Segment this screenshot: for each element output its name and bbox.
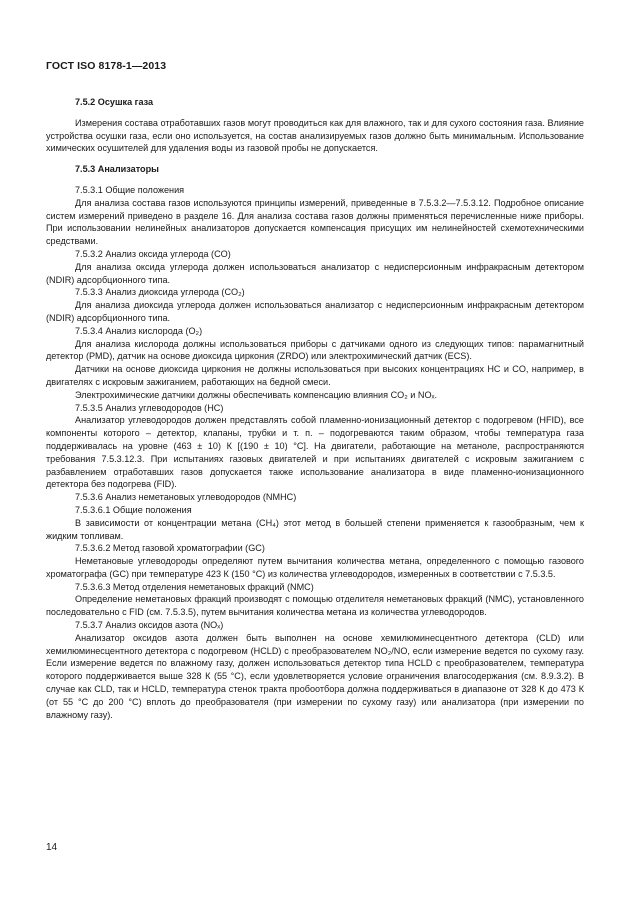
paragraph: 7.5.3.3 Анализ диоксида углерода (CO₂) bbox=[75, 287, 245, 298]
paragraph: Датчики на основе диоксида циркония не должны использоваться при высоких концентрациях HC и CO, например, в двигателях с искровым зажиганием, работающих на бедной смеси. bbox=[46, 364, 584, 387]
paragraph: 7.5.3.6.3 Метод отделения неметановых фракций (NMC) bbox=[75, 581, 314, 592]
paragraph: 7.5.3.2 Анализ оксида углерода (CO) bbox=[75, 248, 231, 259]
paragraph: Для анализа кислорода должны использоваться приборы с датчиками одного из следующих типов: парамагнитный детектор (PMD), датчик на основе диоксида циркония (ZRDO) или электрохимический датчик (ECS). bbox=[46, 338, 584, 362]
document-body bbox=[46, 88, 584, 721]
paragraph: Определение неметановых фракций производят с помощью отделителя неметановых фракций (NMC), установленного последовательно с FID (см. 7.5.3.5), путем вычитания количества метана из количества углеводородов. bbox=[46, 594, 584, 618]
paragraph: Для анализа оксида углерода должен использоваться анализатор с недисперсионным инфракрасным детектором (NDIR) адсорбционного типа. bbox=[46, 261, 584, 285]
paragraph: 7.5.3.6.1 Общие положения bbox=[75, 504, 192, 515]
paragraph: Анализатор углеводородов должен представлять собой пламенно-ионизационный детектор с подогревом (HFID), все компоненты которого – детектор, клапаны, трубки и т. п. – подогреваются таким образом, чтобы температура газа поддерживалась на уровне (463 ± 10) К [(190 ± 10) °C]. На двигатели, работающие на метаноле, распространяются требования 7.5.3.12.3. При испытаниях газовых двигателей и при испытаниях двигателей с искровым зажиганием с разбавлением отработавших газов допускается также использование анализатора в виде пламенно-ионизационного детектора без подогрева (FID). bbox=[46, 415, 584, 490]
paragraph: Электрохимические датчики должны обеспечивать компенсацию влияния CO₂ и NOₓ. bbox=[75, 389, 438, 400]
paragraph: 7.5.3.4 Анализ кислорода (O₂) bbox=[75, 325, 203, 336]
paragraph: Для анализа диоксида углерода должен использоваться анализатор с недисперсионным инфракрасным детектором (NDIR) адсорбционного типа. bbox=[46, 300, 584, 323]
page-number: 14 bbox=[46, 842, 58, 853]
paragraph: Неметановые углеводороды определяют путем вычитания количества метана, определенного с помощью газового хроматографа (GC) при температуре 423 К (150 °C) из количества углеводородов, измеренных в соответствии с 7.5.3.5. bbox=[46, 556, 584, 579]
paragraph: 7.5.3.1 Общие положения bbox=[75, 184, 185, 195]
section-heading: 7.5.3 Анализаторы bbox=[75, 164, 159, 175]
paragraph: 7.5.3.6.2 Метод газовой хроматографии (GC) bbox=[75, 543, 265, 554]
paragraph: Измерения состава отработавших газов могут проводиться как для влажного, так и для сухого состояния газа. Влияние устройства осушки газа, если оно используется, на состав анализируемых газов должно быть минимальным. Использование химических осушителей для удаления воды из газовой пробы не допускается. bbox=[46, 117, 584, 154]
paragraph: Анализатор оксидов азота должен быть выполнен на основе хемилюминесцентного детектора (CLD) или хемилюминесцентного детектора с подогревом (HCLD) с преобразователем NO₂/NO, если измерение ведется по сухому газу. Если измерение ведется по влажному газу, должен использоваться детектор типа HCLD с преобразователем, температура которого поддерживается выше 328 К (55 °C), если удовлетворяется условие ограничения влагосодержания (см. 8.9.3.2). В случае как CLD, так и HCLD, температура стенок тракта пробоотбора должна поддерживаться в диапазоне от 328 К до 473 К (от 55 °C до 200 °C) вплоть до преобразователя (при измерении по сухому газу) или анализатора (при измерении по влажному газу). bbox=[46, 632, 584, 720]
paragraph: 7.5.3.6 Анализ неметановых углеводородов (NMHC) bbox=[75, 492, 297, 503]
paragraph: Для анализа состава газов используются принципы измерений, приведенные в 7.5.3.2—7.5.3.12. Подробное описание систем измерений приведено в разделе 16. Для анализа состава газов должны применяться перечисленные ниже приборы. При использовании нелинейных анализаторов допускается компенсация присущих им нелинейностей схемотехническими средствами. bbox=[46, 197, 584, 247]
paragraph: 7.5.3.5 Анализ углеводородов (HC) bbox=[75, 402, 224, 413]
paragraph: В зависимости от концентрации метана (CH₄) этот метод в большей степени применяется к газообразным, чем к жидким топливам. bbox=[46, 517, 584, 541]
section-heading: 7.5.2 Осушка газа bbox=[75, 97, 154, 107]
document-header: ГОСТ ISO 8178-1—2013 bbox=[46, 60, 167, 72]
paragraph: 7.5.3.7 Анализ оксидов азота (NOₓ) bbox=[75, 620, 224, 631]
